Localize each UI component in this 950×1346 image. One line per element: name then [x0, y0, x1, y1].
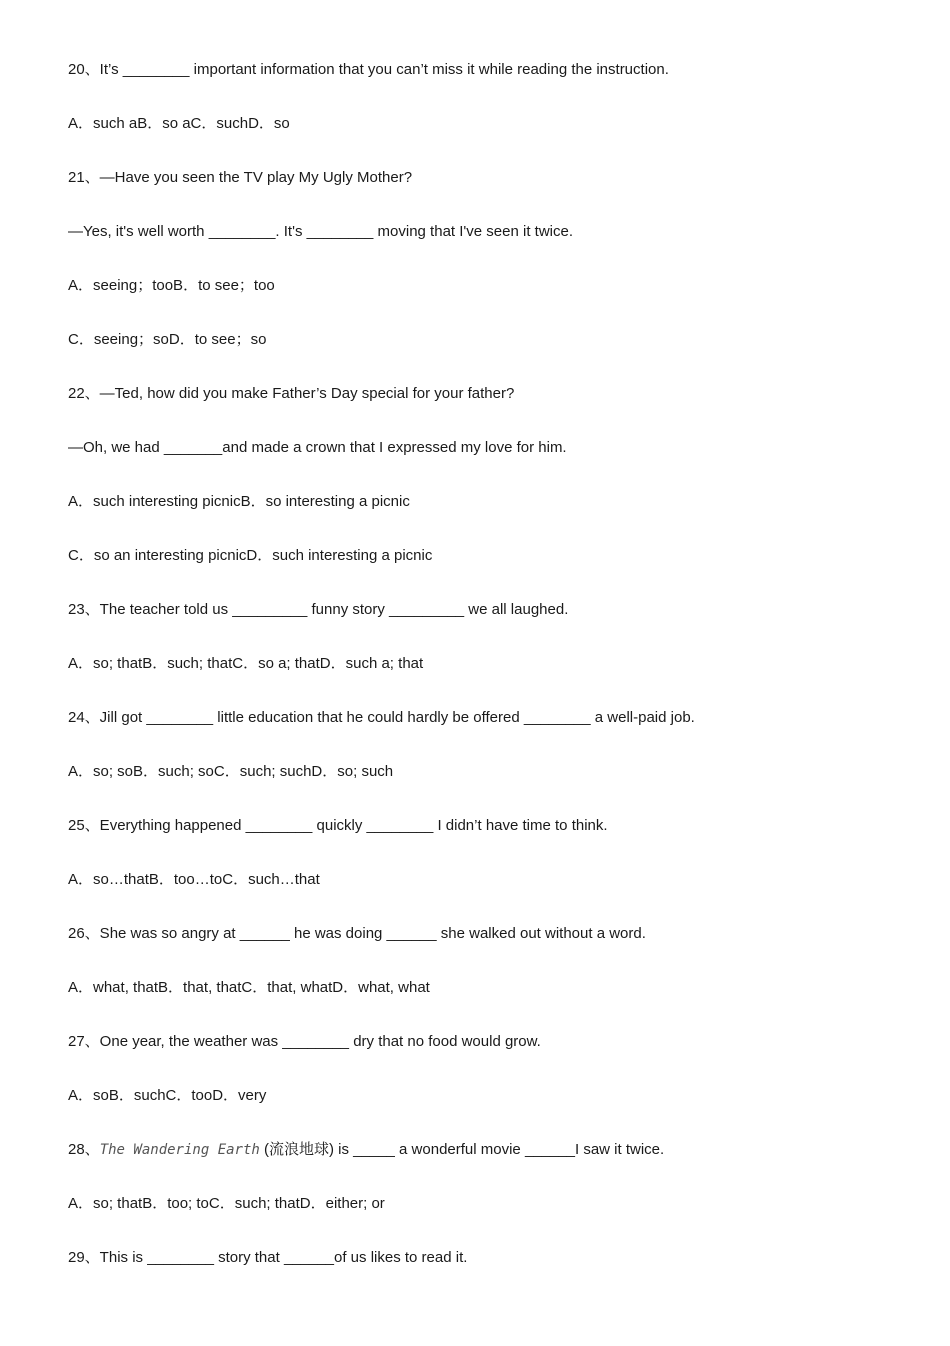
- question-23-options: A．so; thatB．such; thatC．so a; thatD．such a; that: [68, 655, 424, 672]
- question-27: 27、One year, the weather was ________ dry that no food would grow.: [68, 1033, 541, 1050]
- question-24-options: A．so; soB．such; soC．such; suchD．so; such: [68, 763, 394, 780]
- question-22-reply: —Oh, we had _______and made a crown that I expressed my love for him.: [68, 439, 567, 456]
- question-25-options: A．so…thatB．too…toC．such…that: [68, 871, 320, 888]
- question-22: 22、—Ted, how did you make Father’s Day special for your father?: [68, 385, 515, 402]
- question-29: 29、This is ________ story that ______of us likes to read it.: [68, 1249, 468, 1266]
- question-22-options-cd: C．so an interesting picnicD．such interesting a picnic: [68, 547, 433, 564]
- question-28-number: 28、: [68, 1141, 100, 1158]
- question-24: 24、Jill got ________ little education that he could hardly be offered ________ a well-paid job.: [68, 709, 695, 726]
- question-28-options: A．so; thatB．too; toC．such; thatD．either; or: [68, 1195, 385, 1212]
- question-26-options: A．what, thatB．that, thatC．that, whatD．what, what: [68, 979, 430, 996]
- question-28: [68, 1140, 664, 1160]
- question-25: 25、Everything happened ________ quickly ________ I didn’t have time to think.: [68, 817, 608, 834]
- question-21-reply: —Yes, it's well worth ________. It's ________ moving that I've seen it twice.: [68, 223, 573, 240]
- question-21-options-cd: C．seeing；soD．to see；so: [68, 331, 267, 348]
- question-21-options-ab: A．seeing；tooB．to see；too: [68, 277, 275, 294]
- question-20: 20、It’s ________ important information that you can’t miss it while reading the instruction.: [68, 61, 669, 78]
- question-28-text: (流浪地球) is _____ a wonderful movie ______I saw it twice.: [259, 1141, 665, 1158]
- question-26: 26、She was so angry at ______ he was doing ______ she walked out without a word.: [68, 925, 646, 942]
- question-28-movie-title: The Wandering Earth: [99, 1142, 260, 1158]
- question-23: 23、The teacher told us _________ funny story _________ we all laughed.: [68, 601, 569, 618]
- question-22-options-ab: A．such interesting picnicB．so interesting a picnic: [68, 493, 410, 510]
- question-21: 21、—Have you seen the TV play My Ugly Mother?: [68, 169, 413, 186]
- question-27-options: A．soB．suchC．tooD．very: [68, 1087, 267, 1104]
- question-20-options: A．such aB．so aC．suchD．so: [68, 115, 290, 132]
